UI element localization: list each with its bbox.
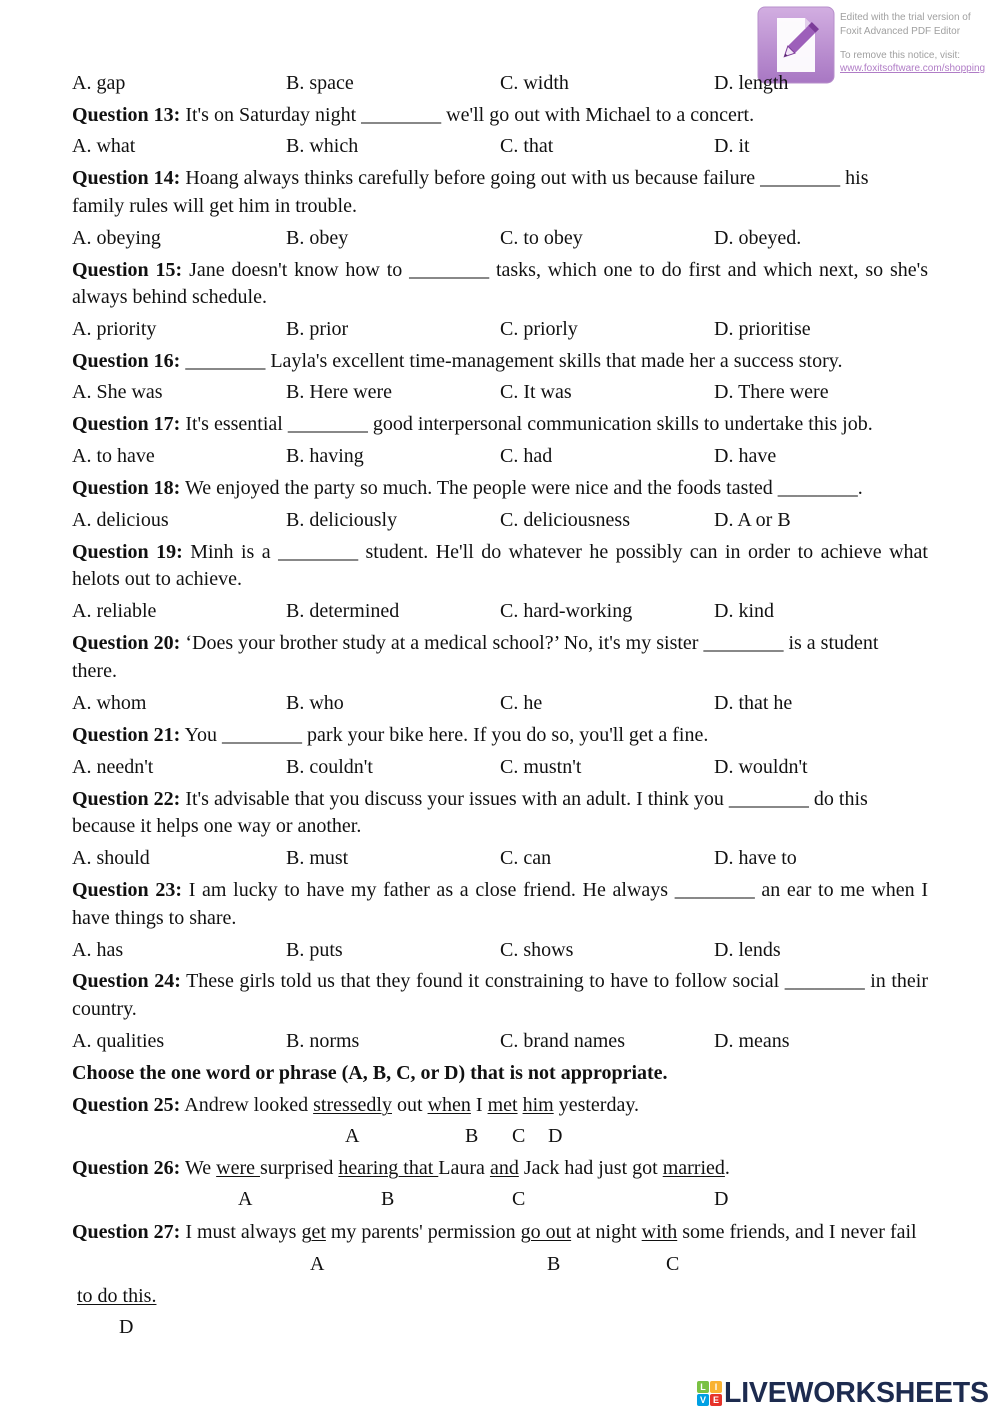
option-c: C. he	[500, 692, 543, 714]
underlined-part-b: go out	[520, 1221, 572, 1243]
option-c: C. deliciousness	[500, 509, 630, 531]
option-c: C. priorly	[500, 318, 578, 340]
marker-c: C	[512, 1125, 526, 1147]
marker-d: D	[714, 1188, 729, 1210]
option-a: A. priority	[72, 318, 157, 340]
question-label: Question 27:	[72, 1221, 181, 1243]
question-label: Question 16:	[72, 350, 181, 372]
question-label: Question 13:	[72, 104, 181, 126]
question-text	[72, 631, 928, 655]
underlined-part-a: get	[301, 1221, 326, 1243]
answer-options-q12	[72, 71, 928, 95]
question-sentence: These girls told us that they found it constraining to have to follow social ________ in their	[186, 970, 928, 992]
option-c: C. brand names	[500, 1030, 625, 1052]
option-b: B. which	[286, 135, 359, 157]
option-a: A. should	[72, 847, 150, 869]
logo-tile: I	[710, 1381, 722, 1393]
sentence-part: surprised	[260, 1157, 339, 1179]
underlined-part-d: him	[522, 1094, 554, 1116]
question-label: Question 15:	[72, 259, 183, 281]
answer-options	[72, 938, 928, 962]
section-heading: Choose the one word or phrase (A, B, C, or D) that is not appropriate.	[72, 1062, 668, 1084]
question-text	[72, 878, 928, 902]
option-d: D. wouldn't	[714, 756, 808, 778]
answer-options	[72, 691, 928, 715]
option-d: D. have	[714, 445, 777, 467]
underlined-part-c: with	[641, 1221, 678, 1243]
question-label: Question 14:	[72, 167, 181, 189]
question-sentence: It's on Saturday night ________ we'll go out with Michael to a concert.	[185, 104, 755, 126]
option-b: B. prior	[286, 318, 349, 340]
marker-c: C	[666, 1253, 680, 1275]
sentence-part: Jack had just got	[518, 1157, 663, 1179]
question-text	[72, 476, 928, 500]
sentence-part: Laura	[438, 1157, 490, 1179]
option-d: D. that he	[714, 692, 793, 714]
option-b: B. Here were	[286, 381, 393, 403]
question-label: Question 18:	[72, 477, 181, 499]
marker-a: A	[345, 1125, 360, 1147]
marker-a: A	[310, 1253, 325, 1275]
underlined-part-d: married	[662, 1157, 725, 1179]
underlined-part-c: and	[489, 1157, 519, 1179]
question-text	[72, 258, 928, 282]
question-sentence: Hoang always thinks carefully before going out with us because failure ________ his	[185, 167, 869, 189]
underlined-part-b: hearing that	[338, 1157, 439, 1179]
marker-a: A	[238, 1188, 253, 1210]
option-d: D. A or B	[714, 509, 791, 531]
sentence-part: .	[724, 1157, 730, 1179]
question-text	[72, 1156, 928, 1180]
underlined-part-d: to do this.	[77, 1285, 157, 1307]
underlined-part-b: when	[427, 1094, 471, 1116]
marker-d: D	[119, 1316, 134, 1338]
underlined-part-c: met	[487, 1094, 518, 1116]
option-d: D. prioritise	[714, 318, 811, 340]
option-a: A. needn't	[72, 756, 154, 778]
option-a: A. obeying	[72, 227, 161, 249]
option-a: A. qualities	[72, 1030, 165, 1052]
sentence-part: I must always	[185, 1221, 302, 1243]
option-d: D. it	[714, 135, 750, 157]
liveworksheets-logo-icon	[697, 1381, 722, 1406]
question-label: Question 26:	[72, 1157, 181, 1179]
question-text-continued	[77, 1284, 156, 1308]
answer-options	[72, 755, 928, 779]
sentence-part: at night	[571, 1221, 642, 1243]
question-sentence: We enjoyed the party so much. The people were nice and the foods tasted ________.	[184, 477, 863, 499]
question-label: Question 17:	[72, 413, 181, 435]
sentence-part: out	[392, 1094, 428, 1116]
option-b: B. deliciously	[286, 509, 398, 531]
marker-d: D	[548, 1125, 563, 1147]
trial-notice-line: Foxit Advanced PDF Editor	[840, 26, 961, 37]
answer-options	[72, 380, 928, 404]
option-d: D. means	[714, 1030, 790, 1052]
answer-options	[72, 444, 928, 468]
question-sentence: It's essential ________ good interpersonal communication skills to undertake this job.	[185, 413, 873, 435]
sentence-part: I	[470, 1094, 488, 1116]
option-d: D. There were	[714, 381, 829, 403]
answer-options	[72, 317, 928, 341]
question-label: Question 21:	[72, 724, 181, 746]
option-d: D. have to	[714, 847, 797, 869]
marker-b: B	[465, 1125, 479, 1147]
answer-options	[72, 134, 928, 158]
option-d: D. kind	[714, 600, 774, 622]
question-text	[72, 723, 928, 747]
option-a: A. gap	[72, 72, 126, 94]
answer-options	[72, 226, 928, 250]
option-a: A. She was	[72, 381, 163, 403]
option-c: C. had	[500, 445, 553, 467]
underlined-part-a: stressedly	[313, 1094, 392, 1116]
underlined-part-a: were	[216, 1157, 260, 1179]
question-label: Question 25:	[72, 1094, 181, 1116]
option-c: C. width	[500, 72, 569, 94]
option-b: B. having	[286, 445, 364, 467]
question-text	[72, 1220, 928, 1244]
option-b: B. couldn't	[286, 756, 373, 778]
sentence-part: Andrew looked	[184, 1094, 314, 1116]
question-sentence: ________ Layla's excellent time-management skills that made her a success story.	[185, 350, 843, 372]
question-label: Question 22:	[72, 788, 181, 810]
option-a: A. what	[72, 135, 136, 157]
sentence-part: some friends, and I never fail	[677, 1221, 917, 1243]
question-text-continued: country.	[72, 998, 137, 1020]
logo-tile: E	[710, 1394, 722, 1406]
option-c: C. to obey	[500, 227, 583, 249]
question-sentence: Jane doesn't know how to ________ tasks, which one to do first and which next, so she's	[189, 259, 929, 281]
question-label: Question 19:	[72, 541, 183, 563]
option-a: A. to have	[72, 445, 155, 467]
question-sentence: ‘Does your brother study at a medical school?’ No, it's my sister ________ is a student	[185, 632, 879, 654]
question-sentence: Minh is a ________ student. He'll do whatever he possibly can in order to achieve what	[190, 541, 928, 563]
answer-options	[72, 846, 928, 870]
option-a: A. reliable	[72, 600, 157, 622]
answer-options	[72, 1029, 928, 1053]
question-text	[72, 540, 928, 564]
marker-b: B	[381, 1188, 395, 1210]
option-a: A. whom	[72, 692, 147, 714]
option-c: C. mustn't	[500, 756, 582, 778]
trial-notice-line: Edited with the trial version of	[840, 12, 971, 23]
option-b: B. determined	[286, 600, 400, 622]
option-b: B. must	[286, 847, 349, 869]
option-b: B. obey	[286, 227, 349, 249]
option-d: D. length	[714, 72, 789, 94]
question-text	[72, 349, 928, 373]
question-text-continued: there.	[72, 660, 117, 682]
answer-options	[72, 508, 928, 532]
question-sentence: You ________ park your bike here. If you do so, you'll get a fine.	[184, 724, 709, 746]
question-label: Question 23:	[72, 879, 183, 901]
sentence-part: yesterday.	[553, 1094, 640, 1116]
logo-tile: V	[697, 1394, 709, 1406]
option-c: C. It was	[500, 381, 572, 403]
question-text-continued: because it helps one way or another.	[72, 815, 362, 837]
answer-options	[72, 599, 928, 623]
option-d: D. lends	[714, 939, 781, 961]
option-b: B. norms	[286, 1030, 360, 1052]
option-c: C. can	[500, 847, 552, 869]
option-a: A. has	[72, 939, 124, 961]
question-text	[72, 166, 928, 190]
question-text-continued: always behind schedule.	[72, 286, 267, 308]
question-label: Question 24:	[72, 970, 181, 992]
question-label: Question 20:	[72, 632, 181, 654]
option-a: A. delicious	[72, 509, 169, 531]
question-text-continued: helots out to achieve.	[72, 568, 242, 590]
option-c: C. shows	[500, 939, 574, 961]
option-c: C. that	[500, 135, 554, 157]
sentence-part: my parents' permission	[325, 1221, 521, 1243]
question-text-continued: family rules will get him in trouble.	[72, 195, 357, 217]
question-sentence: I am lucky to have my father as a close friend. He always ________ an ear to me when I	[188, 879, 929, 901]
question-sentence: It's advisable that you discuss your issues with an adult. I think you ________ do this	[185, 788, 868, 810]
question-text	[72, 787, 928, 811]
trial-notice-line: To remove this notice, visit:	[840, 50, 961, 61]
marker-c: C	[512, 1188, 526, 1210]
question-text	[72, 412, 928, 436]
option-b: B. who	[286, 692, 344, 714]
question-text	[72, 103, 928, 127]
question-text	[72, 1093, 928, 1117]
option-b: B. space	[286, 72, 354, 94]
brand-name: LIVEWORKSHEETS	[724, 1377, 989, 1409]
foxit-shopping-link[interactable]: www.foxitsoftware.com/shopping	[840, 63, 986, 74]
sentence-part: We	[184, 1157, 217, 1179]
option-d: D. obeyed.	[714, 227, 802, 249]
logo-tile: L	[697, 1381, 709, 1393]
option-b: B. puts	[286, 939, 343, 961]
question-text-continued: have things to share.	[72, 907, 237, 929]
marker-b: B	[547, 1253, 561, 1275]
option-c: C. hard-working	[500, 600, 633, 622]
question-text	[72, 969, 928, 993]
